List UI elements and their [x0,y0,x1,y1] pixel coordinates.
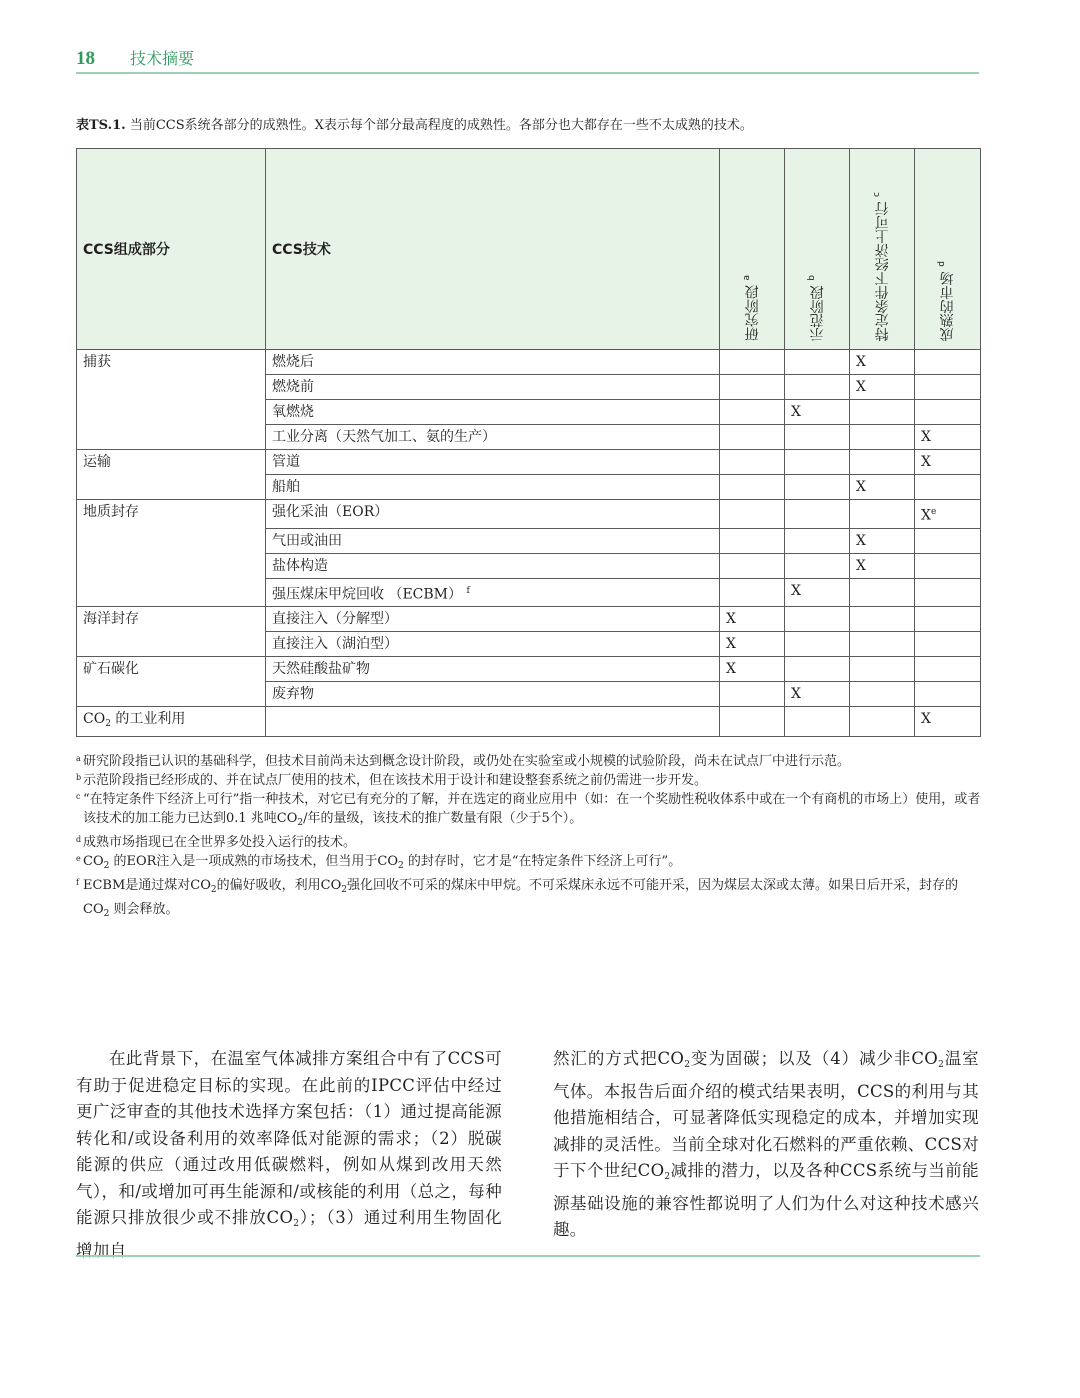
mark-cell: X [850,475,915,500]
table-caption-text: 当前CCS系统各部分的成熟性。X表示每个部分最高程度的成熟性。各部分也大都存在一些不太成熟的技术。 [125,118,753,133]
mark-cell: X [785,682,850,707]
tech-cell: 废弃物 [266,682,720,707]
table-row [77,607,981,632]
tech-cell: 盐体构造 [266,553,720,578]
footnote-d: d 成熟市场指现已在全世界多处投入运行的技术。 [76,835,357,850]
tech-cell: 直接注入（湖泊型） [266,632,720,657]
mark-cell: X [915,450,981,475]
table-caption [76,114,979,133]
tech-cell: 天然硅酸盐矿物 [266,657,720,682]
group-geological: 地质封存 [77,500,266,607]
table-row [77,500,981,529]
footnote-b: b 示范阶段指已经形成的、并在试点厂使用的技术，但在该技术用于设计和建设整套系统之前仍需进一步开发。 [76,773,708,788]
tech-cell: 气田或油田 [266,528,720,553]
group-mineral: 矿石碳化 [77,657,266,707]
table-row [77,350,981,375]
col-header-mature: 成熟的市场 $^d$ [915,149,981,350]
tech-cell: 强化采油（EOR） [266,500,720,529]
mark-cell: X [850,375,915,400]
tech-cell: 强压煤床甲烷回收 （ECBM） $^f$ [266,578,720,607]
tech-cell: 氧燃烧 [266,400,720,425]
col-header-technology: CCS技术 [266,149,720,350]
mark-cell: X [720,632,785,657]
tech-cell: 燃烧前 [266,375,720,400]
mark-cell: X [720,607,785,632]
group-industrial: $CO_2$ 的工业利用 [77,707,266,737]
tech-cell: 直接注入（分解型） [266,607,720,632]
group-capture: 捕获 [77,350,266,450]
table-header-row [77,149,981,350]
mark-cell: X [850,528,915,553]
mark-cell: X [850,350,915,375]
bottom-rule [76,1255,980,1257]
maturity-table [76,148,981,737]
table-row [77,707,981,737]
tech-cell: 燃烧后 [266,350,720,375]
mark-cell: X [720,657,785,682]
table-caption-label: 表TS.1. [76,118,126,133]
footnote-f: f ECBM是通过煤对$CO_2$的偏好吸收，利用$CO_2$强化回收不可采的煤床中甲烷。不可采煤床永远不可能开采，因为煤层太深或太薄。如果日后开采，封存的$CO_2$ 则会释放。 [76,878,958,919]
page-number: 18 [76,48,95,69]
table-footnotes [76,752,981,924]
page-header [76,44,979,74]
group-transport: 运输 [77,450,266,500]
table-row [77,450,981,475]
tech-cell [266,707,720,737]
mark-cell: X [915,707,981,737]
footnote-c: c “在特定条件下经济上可行”指一种技术，对它已有充分的了解，并在选定的商业应用中（如：在一个奖励性税收体系中或在一个有商机的市场上）使用，或者该技术的加工能力已达到0.1 兆吨$CO_2/$年的量级，该技术的推广数量有限（少于5个）。 [76,792,981,828]
tech-cell: 船舶 [266,475,720,500]
mark-cell: X [785,400,850,425]
col-header-component: CCS组成部分 [77,149,266,350]
table-row [77,657,981,682]
col-header-feasible: 特定条件下经济上可行 $^c$ [850,149,915,350]
footnote-e: e $CO_2$ 的EOR注入是一项成熟的市场技术，但当用于$CO_2$ 的封存时，它才是“在特定条件下经济上可行”。 [76,854,682,871]
body-paragraph-right: 然汇的方式把$CO_2$变为固碳；以及（4）减少非$CO_2$温室气体。本报告后面介绍的模式结果表明，CCS的利用与其他措施相结合，可显著降低实现稳定的成本，并增加实现减排的灵活性。当前全球对化石燃料的严重依赖、CCS对于下个世纪$CO_2$减排的潜力，以及各种CCS系统与当前能源基础设施的兼容性都说明了人们为什么对这种技术感兴趣。 [553,1049,979,1239]
body-paragraph-left: 在此背景下，在温室气体减排方案组合中有了CCS可有助于促进稳定目标的实现。在此前的IPCC评估中经过更广泛审查的其他技术选择方案包括：（1）通过提高能源转化和/或设备利用的效率降低对能源的需求；（2）脱碳能源的供应（通过改用低碳燃料，例如从煤到改用天然气），和/或增加可再生能源和/或核能的利用（总之，每种能源只排放很少或不排放$CO_2$）；（3）通过利用生物固化增加自 [76,1049,502,1260]
col-header-demo: 示范阶段 $^b$ [785,149,850,350]
mark-cell: X [850,553,915,578]
mark-cell: X [915,425,981,450]
tech-cell: 工业分离（天然气加工、氨的生产） [266,425,720,450]
tech-cell: 管道 [266,450,720,475]
footnote-a: a 研究阶段指已认识的基础科学，但技术目前尚未达到概念设计阶段，或仍处在实验室或小规模的试验阶段，尚未在试点厂中进行示范。 [76,754,851,769]
mark-cell: X [785,578,850,607]
group-ocean: 海洋封存 [77,607,266,657]
section-title: 技术摘要 [130,49,195,68]
mark-cell: Xe [915,500,981,529]
col-header-research: 研究阶段 $^a$ [720,149,785,350]
